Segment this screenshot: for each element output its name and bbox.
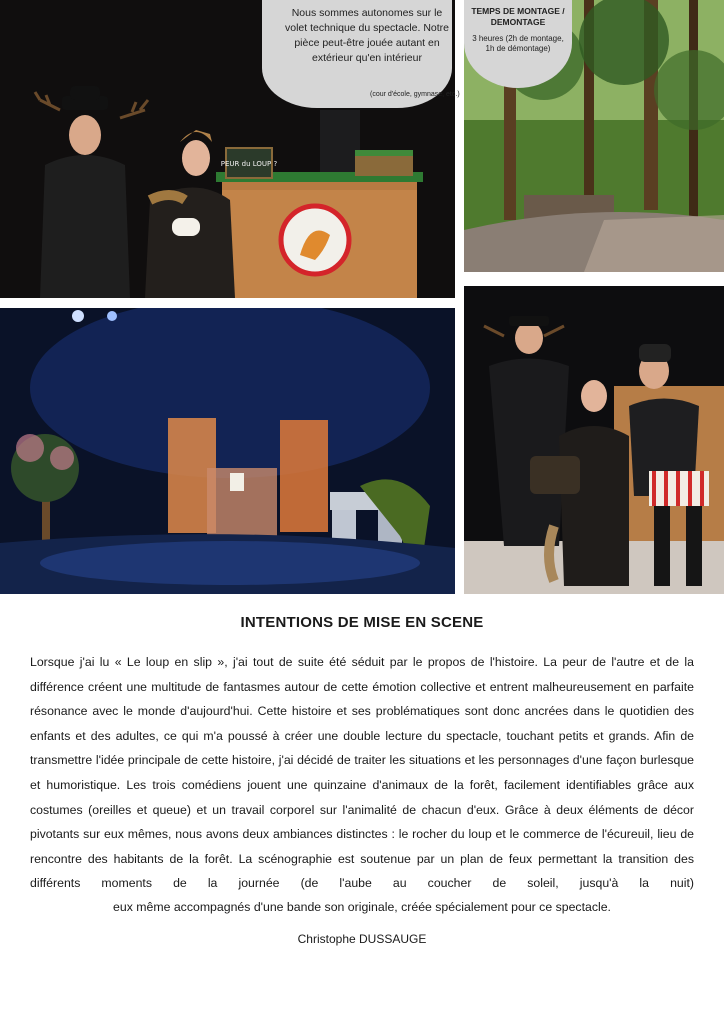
body-paragraph-last-line: eux même accompagnés d'une bande son originale, créée spécialement pour ce spectacle. bbox=[113, 900, 611, 914]
section-title: INTENTIONS DE MISE EN SCENE bbox=[240, 614, 484, 631]
setup-time-title: TEMPS DE MONTAGE / DEMONTAGE bbox=[471, 6, 565, 27]
autonomy-subtext: (cour d'école, gymnase, etc.) bbox=[370, 91, 460, 98]
autonomy-text: Nous sommes autonomes sur le volet technique du spectacle. Notre pièce peut-être jouée autant en extérieur qu'en intérieur bbox=[284, 7, 450, 64]
body-paragraph: Lorsque j'ai lu « Le loup en slip », j'ai tout de suite été séduit par le propos de l'histoire. La peur de l'autre et de la différence créent une multitude de fantasmes autour de cette émotion collective et entrent malheureusement en parfaite résonance avec le monde d'aujourd'hui. Cette histoire et ses problématiques sont donc ancrées dans le quotidien des enfants et des adultes, ce qui m'a poussé à créer une double lecture du spectacle, touchant petits et grands. Afin de transmettre l'idée principale de cette histoire, j'ai décidé de traiter les situations et les personnages d'une façon burlesque et humoristique. Les trois comédiens jouent une quinzaine d'animaux de la forêt, facilement identifiables grâce aux costumes (oreilles et queue) et un travail corporel sur l'animalité de chacun d'eux. Grâce à deux éléments de décor pivotants sur eux mêmes, nous avons deux ambiances distinctes : le rocher du loup et le commerce de l'écureuil, lieu de rencontre des habitants de la forêt. La scénographie est soutenue par un plan de feux permettant la transition des différents moments de la journée (de l'aube au coucher de soleil, jusqu'à la nuit) bbox=[30, 655, 694, 891]
setup-time-body: 3 heures (2h de montage, 1h de démontage) bbox=[472, 34, 564, 53]
info-bubble-autonomy bbox=[262, 0, 460, 108]
photo-stage-set-blue bbox=[0, 308, 455, 594]
sign-peur-du-loup: PEUR du LOUP ? bbox=[220, 160, 278, 168]
author-signature: Christophe DUSSAUGE bbox=[297, 932, 427, 946]
photo-three-actors bbox=[464, 286, 724, 594]
info-bubble-setup-time bbox=[464, 0, 572, 88]
